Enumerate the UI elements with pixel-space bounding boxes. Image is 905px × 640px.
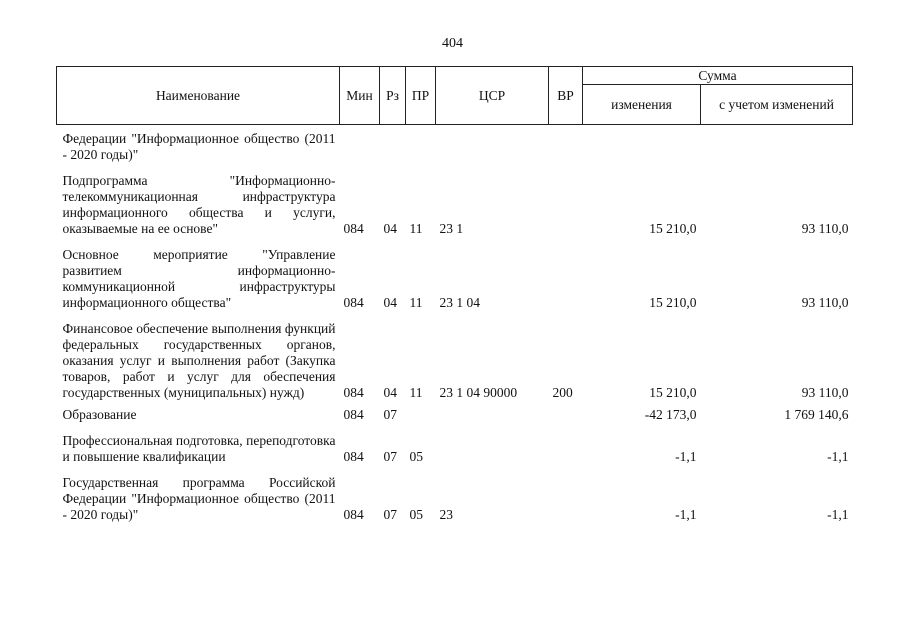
row-rz: 07	[383, 507, 397, 522]
row-pr: 11	[409, 221, 423, 236]
row-rz: 07	[383, 449, 397, 464]
row-change: 15 210,0	[649, 221, 697, 236]
budget-table	[56, 66, 853, 523]
row-change: 15 210,0	[649, 295, 697, 310]
header-rz: Рз	[380, 67, 406, 125]
row-rz: 04	[383, 295, 397, 310]
row-pr: 05	[409, 507, 423, 522]
row-name: Финансовое обеспечение выполнения функций федеральных государственных органов, оказания услуг и выполнения работ (Закупка товаров, работ и услуг для обеспечения государственных (муниципальных) нужд)	[62, 321, 336, 400]
row-csr: 23 1 04	[439, 295, 480, 310]
row-csr	[436, 433, 549, 465]
row-csr	[436, 131, 549, 163]
row-min: 084	[343, 385, 364, 400]
header-name: Наименование	[57, 67, 340, 125]
row-pr: 05	[409, 449, 423, 464]
row-name: Профессиональная подготовка, переподготовка и повышение квалификации	[62, 433, 336, 464]
row-vr	[549, 433, 583, 465]
row-change: 15 210,0	[649, 385, 697, 400]
row-total: -1,1	[827, 449, 849, 464]
row-change: -1,1	[675, 507, 697, 522]
header-pr: ПР	[406, 67, 436, 125]
row-total: 1 769 140,6	[784, 407, 849, 422]
row-min: 084	[343, 221, 364, 236]
row-total: -1,1	[827, 507, 849, 522]
row-rz: 04	[383, 221, 397, 236]
header-change: изменения	[583, 85, 701, 125]
header-sum: Сумма	[583, 67, 853, 85]
row-csr	[436, 407, 549, 423]
row-pr	[406, 131, 436, 163]
header-vr: ВР	[549, 67, 583, 125]
row-csr: 23 1 04 90000	[439, 385, 518, 400]
row-vr	[549, 131, 583, 163]
table-row	[57, 407, 853, 423]
page-number: 404	[442, 36, 463, 51]
row-csr: 23 1	[439, 221, 464, 236]
row-change: -1,1	[675, 449, 697, 464]
row-total	[701, 131, 853, 163]
row-vr	[549, 173, 583, 237]
table-row	[57, 173, 853, 237]
row-name: Федерации "Информационное общество (2011 - 2020 годы)"	[62, 131, 336, 162]
row-rz	[380, 131, 406, 163]
table-row	[57, 321, 853, 401]
row-total: 93 110,0	[801, 295, 849, 310]
row-vr	[549, 475, 583, 523]
row-csr: 23	[439, 507, 453, 522]
row-name: Основное мероприятие "Управление развитием информационно-коммуникационной инфраструктуры информационного общества"	[62, 247, 336, 310]
row-name: Государственная программа Российской Федерации "Информационное общество (2011 - 2020 годы)"	[62, 475, 336, 522]
row-total: 93 110,0	[801, 385, 849, 400]
row-change: -42 173,0	[644, 407, 697, 422]
table-row	[57, 475, 853, 523]
row-pr: 11	[409, 385, 423, 400]
header-csr: ЦСР	[436, 67, 549, 125]
row-pr: 11	[409, 295, 423, 310]
row-rz: 07	[383, 407, 397, 422]
table-row	[57, 247, 853, 311]
row-name: Образование	[62, 407, 137, 422]
row-pr	[406, 407, 436, 423]
table-row	[57, 433, 853, 465]
header-with-change: с учетом изменений	[701, 85, 853, 125]
table-header	[57, 67, 853, 125]
row-min: 084	[343, 507, 364, 522]
row-min	[340, 131, 380, 163]
row-min: 084	[343, 407, 364, 422]
row-rz: 04	[383, 385, 397, 400]
table-row	[57, 131, 853, 163]
row-min: 084	[343, 449, 364, 464]
row-vr	[549, 247, 583, 311]
header-min: Мин	[340, 67, 380, 125]
row-total: 93 110,0	[801, 221, 849, 236]
row-name: Подпрограмма "Информационно-телекоммуникационная инфраструктура информационного общества и услуги, оказываемые на ее основе"	[62, 173, 336, 236]
row-vr: 200	[552, 385, 573, 400]
table-body	[57, 125, 853, 524]
row-change	[583, 131, 701, 163]
row-min: 084	[343, 295, 364, 310]
row-vr	[549, 407, 583, 423]
